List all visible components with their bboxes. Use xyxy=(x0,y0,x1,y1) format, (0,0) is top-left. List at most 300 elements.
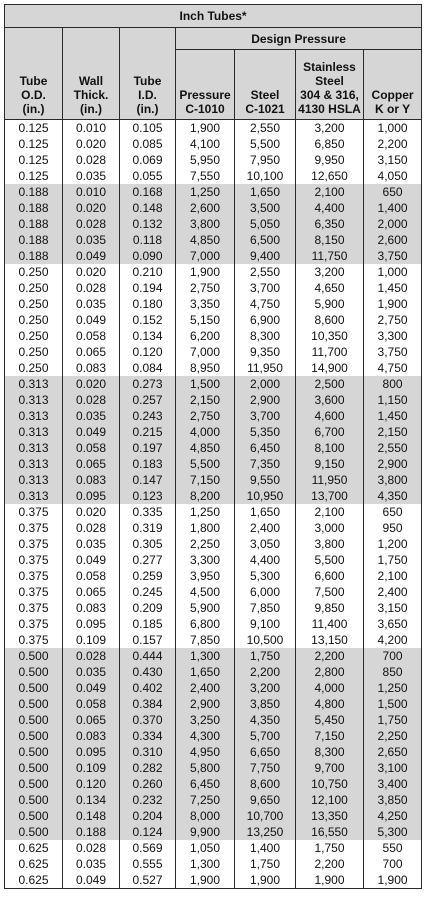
cell-stainless: 2,500 xyxy=(296,376,364,392)
table-body xyxy=(5,120,422,889)
cell-steel-c1021: 1,400 xyxy=(235,840,296,856)
cell-stainless: 6,700 xyxy=(296,424,364,440)
cell-stainless: 10,750 xyxy=(296,776,364,792)
cell-wall-thick: 0.028 xyxy=(63,840,120,856)
cell-steel-c1021: 1,900 xyxy=(235,872,296,889)
cell-wall-thick: 0.028 xyxy=(63,648,120,664)
cell-steel-c1021: 9,350 xyxy=(235,344,296,360)
cell-copper: 4,200 xyxy=(364,632,422,648)
cell-tube-id: 0.402 xyxy=(120,680,176,696)
cell-stainless: 5,900 xyxy=(296,296,364,312)
cell-copper: 650 xyxy=(364,184,422,200)
cell-pressure-c1010: 2,400 xyxy=(176,680,235,696)
cell-wall-thick: 0.083 xyxy=(63,600,120,616)
cell-steel-c1021: 3,200 xyxy=(235,680,296,696)
cell-tube-od: 0.250 xyxy=(5,344,63,360)
cell-tube-od: 0.313 xyxy=(5,472,63,488)
cell-pressure-c1010: 7,250 xyxy=(176,792,235,808)
cell-steel-c1021: 7,950 xyxy=(235,152,296,168)
cell-tube-id: 0.277 xyxy=(120,552,176,568)
cell-copper: 2,250 xyxy=(364,728,422,744)
cell-wall-thick: 0.065 xyxy=(63,456,120,472)
cell-stainless: 16,550 xyxy=(296,824,364,840)
cell-steel-c1021: 13,250 xyxy=(235,824,296,840)
cell-copper: 3,750 xyxy=(364,248,422,264)
cell-tube-id: 0.260 xyxy=(120,776,176,792)
cell-wall-thick: 0.035 xyxy=(63,856,120,872)
cell-stainless: 14,900 xyxy=(296,360,364,376)
cell-wall-thick: 0.035 xyxy=(63,168,120,184)
cell-tube-id: 0.335 xyxy=(120,504,176,520)
cell-pressure-c1010: 6,800 xyxy=(176,616,235,632)
cell-pressure-c1010: 5,150 xyxy=(176,312,235,328)
cell-stainless: 9,850 xyxy=(296,600,364,616)
cell-tube-id: 0.147 xyxy=(120,472,176,488)
table-row xyxy=(5,696,422,712)
cell-pressure-c1010: 1,300 xyxy=(176,648,235,664)
cell-tube-id: 0.215 xyxy=(120,424,176,440)
cell-tube-od: 0.188 xyxy=(5,216,63,232)
cell-steel-c1021: 10,950 xyxy=(235,488,296,504)
cell-stainless: 6,600 xyxy=(296,568,364,584)
cell-wall-thick: 0.049 xyxy=(63,680,120,696)
cell-wall-thick: 0.095 xyxy=(63,616,120,632)
cell-pressure-c1010: 8,950 xyxy=(176,360,235,376)
cell-pressure-c1010: 1,900 xyxy=(176,120,235,137)
cell-stainless: 7,500 xyxy=(296,584,364,600)
cell-tube-od: 0.500 xyxy=(5,648,63,664)
cell-copper: 3,150 xyxy=(364,152,422,168)
cell-wall-thick: 0.028 xyxy=(63,520,120,536)
cell-steel-c1021: 5,350 xyxy=(235,424,296,440)
cell-pressure-c1010: 4,300 xyxy=(176,728,235,744)
cell-stainless: 4,600 xyxy=(296,408,364,424)
cell-pressure-c1010: 6,200 xyxy=(176,328,235,344)
cell-tube-id: 0.527 xyxy=(120,872,176,889)
cell-wall-thick: 0.049 xyxy=(63,312,120,328)
col-header-pressure-c1010 xyxy=(176,50,235,120)
cell-steel-c1021: 1,750 xyxy=(235,856,296,872)
cell-wall-thick: 0.109 xyxy=(63,760,120,776)
table-row xyxy=(5,424,422,440)
cell-tube-od: 0.375 xyxy=(5,536,63,552)
cell-wall-thick: 0.148 xyxy=(63,808,120,824)
col-header-wall-thick xyxy=(63,28,120,120)
cell-pressure-c1010: 7,850 xyxy=(176,632,235,648)
table-row xyxy=(5,184,422,200)
cell-pressure-c1010: 5,900 xyxy=(176,600,235,616)
table-row xyxy=(5,712,422,728)
cell-steel-c1021: 6,500 xyxy=(235,232,296,248)
col-header-tube-od xyxy=(5,28,63,120)
cell-tube-id: 0.090 xyxy=(120,248,176,264)
cell-steel-c1021: 3,850 xyxy=(235,696,296,712)
cell-steel-c1021: 11,950 xyxy=(235,360,296,376)
cell-copper: 1,500 xyxy=(364,696,422,712)
cell-copper: 3,150 xyxy=(364,600,422,616)
cell-tube-od: 0.250 xyxy=(5,264,63,280)
cell-copper: 650 xyxy=(364,504,422,520)
cell-steel-c1021: 2,550 xyxy=(235,264,296,280)
cell-stainless: 12,650 xyxy=(296,168,364,184)
cell-tube-od: 0.500 xyxy=(5,760,63,776)
cell-stainless: 3,000 xyxy=(296,520,364,536)
table-row xyxy=(5,792,422,808)
cell-stainless: 2,200 xyxy=(296,648,364,664)
cell-wall-thick: 0.134 xyxy=(63,792,120,808)
cell-wall-thick: 0.065 xyxy=(63,712,120,728)
cell-pressure-c1010: 5,500 xyxy=(176,456,235,472)
cell-wall-thick: 0.020 xyxy=(63,200,120,216)
cell-tube-od: 0.313 xyxy=(5,424,63,440)
cell-stainless: 9,950 xyxy=(296,152,364,168)
cell-stainless: 7,150 xyxy=(296,728,364,744)
cell-wall-thick: 0.065 xyxy=(63,344,120,360)
table-row xyxy=(5,840,422,856)
cell-wall-thick: 0.058 xyxy=(63,328,120,344)
cell-steel-c1021: 5,050 xyxy=(235,216,296,232)
cell-tube-od: 0.125 xyxy=(5,120,63,137)
cell-stainless: 10,350 xyxy=(296,328,364,344)
cell-steel-c1021: 6,450 xyxy=(235,440,296,456)
cell-steel-c1021: 3,700 xyxy=(235,280,296,296)
col-header-line: Tube xyxy=(133,74,162,88)
cell-tube-id: 0.232 xyxy=(120,792,176,808)
cell-copper: 2,100 xyxy=(364,568,422,584)
cell-tube-od: 0.375 xyxy=(5,568,63,584)
cell-copper: 2,900 xyxy=(364,456,422,472)
cell-tube-od: 0.625 xyxy=(5,840,63,856)
cell-tube-od: 0.500 xyxy=(5,696,63,712)
col-header-line: (in.) xyxy=(80,102,102,116)
cell-copper: 700 xyxy=(364,856,422,872)
col-header-line: (in.) xyxy=(136,102,159,116)
cell-steel-c1021: 5,300 xyxy=(235,568,296,584)
table-row xyxy=(5,136,422,152)
cell-tube-id: 0.243 xyxy=(120,408,176,424)
cell-stainless: 8,600 xyxy=(296,312,364,328)
cell-pressure-c1010: 2,600 xyxy=(176,200,235,216)
cell-steel-c1021: 7,750 xyxy=(235,760,296,776)
cell-pressure-c1010: 2,150 xyxy=(176,392,235,408)
cell-pressure-c1010: 7,550 xyxy=(176,168,235,184)
cell-pressure-c1010: 2,250 xyxy=(176,536,235,552)
cell-wall-thick: 0.083 xyxy=(63,728,120,744)
cell-steel-c1021: 9,650 xyxy=(235,792,296,808)
cell-copper: 4,350 xyxy=(364,488,422,504)
table-row xyxy=(5,600,422,616)
cell-tube-od: 0.188 xyxy=(5,248,63,264)
cell-stainless: 6,850 xyxy=(296,136,364,152)
col-header-line: C-1021 xyxy=(245,102,285,116)
table-row xyxy=(5,664,422,680)
cell-pressure-c1010: 1,300 xyxy=(176,856,235,872)
cell-stainless: 11,700 xyxy=(296,344,364,360)
cell-wall-thick: 0.065 xyxy=(63,584,120,600)
table-row xyxy=(5,216,422,232)
cell-wall-thick: 0.058 xyxy=(63,568,120,584)
cell-tube-od: 0.313 xyxy=(5,488,63,504)
cell-copper: 1,450 xyxy=(364,280,422,296)
table-row xyxy=(5,536,422,552)
cell-wall-thick: 0.095 xyxy=(63,488,120,504)
cell-pressure-c1010: 3,950 xyxy=(176,568,235,584)
cell-copper: 1,400 xyxy=(364,200,422,216)
cell-wall-thick: 0.083 xyxy=(63,360,120,376)
cell-pressure-c1010: 4,950 xyxy=(176,744,235,760)
cell-tube-id: 0.132 xyxy=(120,216,176,232)
cell-stainless: 3,800 xyxy=(296,536,364,552)
cell-tube-id: 0.319 xyxy=(120,520,176,536)
cell-tube-id: 0.245 xyxy=(120,584,176,600)
cell-wall-thick: 0.028 xyxy=(63,280,120,296)
cell-pressure-c1010: 1,250 xyxy=(176,184,235,200)
cell-pressure-c1010: 3,350 xyxy=(176,296,235,312)
cell-tube-od: 0.250 xyxy=(5,296,63,312)
cell-steel-c1021: 6,650 xyxy=(235,744,296,760)
cell-tube-id: 0.310 xyxy=(120,744,176,760)
col-header-line: (in.) xyxy=(22,102,45,116)
cell-tube-od: 0.188 xyxy=(5,200,63,216)
cell-stainless: 12,100 xyxy=(296,792,364,808)
cell-tube-od: 0.500 xyxy=(5,744,63,760)
cell-copper: 4,050 xyxy=(364,168,422,184)
cell-tube-id: 0.185 xyxy=(120,616,176,632)
table-row xyxy=(5,872,422,889)
cell-wall-thick: 0.095 xyxy=(63,744,120,760)
cell-tube-id: 0.259 xyxy=(120,568,176,584)
cell-pressure-c1010: 2,900 xyxy=(176,696,235,712)
cell-tube-od: 0.500 xyxy=(5,824,63,840)
cell-copper: 1,000 xyxy=(364,264,422,280)
cell-stainless: 11,950 xyxy=(296,472,364,488)
table-row xyxy=(5,824,422,840)
cell-wall-thick: 0.058 xyxy=(63,696,120,712)
cell-stainless: 3,200 xyxy=(296,264,364,280)
cell-stainless: 5,500 xyxy=(296,552,364,568)
cell-copper: 3,850 xyxy=(364,792,422,808)
table-row xyxy=(5,552,422,568)
col-header-line: Tube xyxy=(19,74,48,88)
table-row xyxy=(5,584,422,600)
cell-steel-c1021: 3,700 xyxy=(235,408,296,424)
cell-tube-id: 0.148 xyxy=(120,200,176,216)
table-row xyxy=(5,232,422,248)
cell-copper: 1,750 xyxy=(364,712,422,728)
cell-wall-thick: 0.020 xyxy=(63,264,120,280)
col-header-line: I.D. xyxy=(138,88,157,102)
cell-stainless: 2,200 xyxy=(296,856,364,872)
cell-tube-od: 0.500 xyxy=(5,680,63,696)
cell-steel-c1021: 1,750 xyxy=(235,648,296,664)
cell-tube-od: 0.375 xyxy=(5,552,63,568)
inch-tubes-table xyxy=(4,4,422,889)
cell-copper: 2,150 xyxy=(364,424,422,440)
cell-tube-od: 0.500 xyxy=(5,776,63,792)
cell-copper: 700 xyxy=(364,648,422,664)
cell-stainless: 4,800 xyxy=(296,696,364,712)
cell-tube-id: 0.084 xyxy=(120,360,176,376)
table-row xyxy=(5,856,422,872)
cell-stainless: 13,350 xyxy=(296,808,364,824)
cell-wall-thick: 0.049 xyxy=(63,424,120,440)
table-row xyxy=(5,616,422,632)
table-row xyxy=(5,808,422,824)
cell-pressure-c1010: 8,200 xyxy=(176,488,235,504)
cell-stainless: 4,000 xyxy=(296,680,364,696)
cell-tube-od: 0.313 xyxy=(5,376,63,392)
table-row xyxy=(5,408,422,424)
cell-pressure-c1010: 1,250 xyxy=(176,504,235,520)
cell-stainless: 5,450 xyxy=(296,712,364,728)
cell-copper: 550 xyxy=(364,840,422,856)
cell-tube-id: 0.384 xyxy=(120,696,176,712)
cell-tube-id: 0.430 xyxy=(120,664,176,680)
cell-tube-id: 0.282 xyxy=(120,760,176,776)
cell-stainless: 1,900 xyxy=(296,872,364,889)
cell-wall-thick: 0.120 xyxy=(63,776,120,792)
table-row xyxy=(5,760,422,776)
cell-copper: 3,400 xyxy=(364,776,422,792)
table-row xyxy=(5,344,422,360)
cell-tube-od: 0.250 xyxy=(5,328,63,344)
cell-copper: 1,200 xyxy=(364,536,422,552)
cell-tube-od: 0.500 xyxy=(5,664,63,680)
cell-wall-thick: 0.035 xyxy=(63,536,120,552)
cell-tube-od: 0.375 xyxy=(5,504,63,520)
cell-pressure-c1010: 8,000 xyxy=(176,808,235,824)
cell-tube-od: 0.313 xyxy=(5,392,63,408)
table-row xyxy=(5,248,422,264)
cell-copper: 3,800 xyxy=(364,472,422,488)
cell-tube-od: 0.250 xyxy=(5,312,63,328)
cell-tube-od: 0.625 xyxy=(5,872,63,889)
table-row xyxy=(5,168,422,184)
cell-pressure-c1010: 3,800 xyxy=(176,216,235,232)
table-row xyxy=(5,456,422,472)
cell-steel-c1021: 3,500 xyxy=(235,200,296,216)
cell-copper: 2,650 xyxy=(364,744,422,760)
cell-stainless: 4,650 xyxy=(296,280,364,296)
col-header-line: 4130 HSLA xyxy=(298,102,361,116)
col-header-line: Stainless xyxy=(303,60,356,74)
col-header-copper xyxy=(364,50,422,120)
cell-tube-id: 0.152 xyxy=(120,312,176,328)
cell-copper: 2,550 xyxy=(364,440,422,456)
cell-pressure-c1010: 5,800 xyxy=(176,760,235,776)
table-row xyxy=(5,488,422,504)
cell-wall-thick: 0.035 xyxy=(63,408,120,424)
cell-tube-id: 0.209 xyxy=(120,600,176,616)
cell-copper: 1,450 xyxy=(364,408,422,424)
col-header-line: Steel xyxy=(250,88,280,102)
cell-copper: 4,750 xyxy=(364,360,422,376)
cell-copper: 1,150 xyxy=(364,392,422,408)
cell-stainless: 13,700 xyxy=(296,488,364,504)
cell-steel-c1021: 8,300 xyxy=(235,328,296,344)
table-row xyxy=(5,328,422,344)
table-row xyxy=(5,504,422,520)
cell-wall-thick: 0.020 xyxy=(63,504,120,520)
cell-steel-c1021: 8,600 xyxy=(235,776,296,792)
cell-pressure-c1010: 7,000 xyxy=(176,344,235,360)
cell-tube-id: 0.210 xyxy=(120,264,176,280)
cell-copper: 2,600 xyxy=(364,232,422,248)
group-header-design-pressure: Design Pressure xyxy=(176,28,422,50)
cell-wall-thick: 0.020 xyxy=(63,136,120,152)
cell-wall-thick: 0.028 xyxy=(63,152,120,168)
cell-pressure-c1010: 2,750 xyxy=(176,408,235,424)
table-row xyxy=(5,296,422,312)
cell-pressure-c1010: 4,100 xyxy=(176,136,235,152)
cell-stainless: 2,100 xyxy=(296,184,364,200)
cell-stainless: 3,600 xyxy=(296,392,364,408)
cell-wall-thick: 0.049 xyxy=(63,872,120,889)
col-header-line: Steel xyxy=(315,74,344,88)
cell-copper: 1,900 xyxy=(364,872,422,889)
cell-tube-id: 0.123 xyxy=(120,488,176,504)
cell-tube-id: 0.118 xyxy=(120,232,176,248)
col-header-line: C-1010 xyxy=(185,102,225,116)
cell-tube-id: 0.555 xyxy=(120,856,176,872)
cell-steel-c1021: 10,500 xyxy=(235,632,296,648)
cell-copper: 1,250 xyxy=(364,680,422,696)
cell-tube-od: 0.313 xyxy=(5,408,63,424)
cell-tube-id: 0.157 xyxy=(120,632,176,648)
cell-tube-od: 0.313 xyxy=(5,456,63,472)
table-row xyxy=(5,680,422,696)
cell-stainless: 6,350 xyxy=(296,216,364,232)
cell-steel-c1021: 5,500 xyxy=(235,136,296,152)
cell-pressure-c1010: 1,900 xyxy=(176,264,235,280)
cell-steel-c1021: 6,900 xyxy=(235,312,296,328)
cell-tube-id: 0.370 xyxy=(120,712,176,728)
cell-copper: 3,650 xyxy=(364,616,422,632)
cell-stainless: 4,400 xyxy=(296,200,364,216)
cell-stainless: 9,700 xyxy=(296,760,364,776)
table-row xyxy=(5,120,422,137)
cell-copper: 3,100 xyxy=(364,760,422,776)
table-title: Inch Tubes* xyxy=(5,5,422,28)
col-header-stainless-steel xyxy=(296,50,364,120)
cell-steel-c1021: 3,050 xyxy=(235,536,296,552)
cell-copper: 1,000 xyxy=(364,120,422,137)
cell-tube-od: 0.375 xyxy=(5,600,63,616)
cell-tube-id: 0.124 xyxy=(120,824,176,840)
col-header-line: O.D. xyxy=(21,88,46,102)
table-row xyxy=(5,264,422,280)
cell-copper: 4,250 xyxy=(364,808,422,824)
cell-stainless: 8,150 xyxy=(296,232,364,248)
table-row xyxy=(5,744,422,760)
cell-copper: 800 xyxy=(364,376,422,392)
cell-copper: 1,750 xyxy=(364,552,422,568)
table-row xyxy=(5,312,422,328)
col-header-line: Wall xyxy=(78,74,104,88)
cell-tube-od: 0.188 xyxy=(5,184,63,200)
cell-copper: 1,900 xyxy=(364,296,422,312)
col-header-steel-c1021 xyxy=(235,50,296,120)
cell-stainless: 8,300 xyxy=(296,744,364,760)
cell-tube-id: 0.120 xyxy=(120,344,176,360)
cell-steel-c1021: 9,100 xyxy=(235,616,296,632)
cell-steel-c1021: 5,700 xyxy=(235,728,296,744)
col-header-line: Copper xyxy=(371,88,414,102)
cell-tube-od: 0.250 xyxy=(5,280,63,296)
cell-wall-thick: 0.028 xyxy=(63,216,120,232)
cell-tube-id: 0.105 xyxy=(120,120,176,137)
cell-stainless: 8,100 xyxy=(296,440,364,456)
